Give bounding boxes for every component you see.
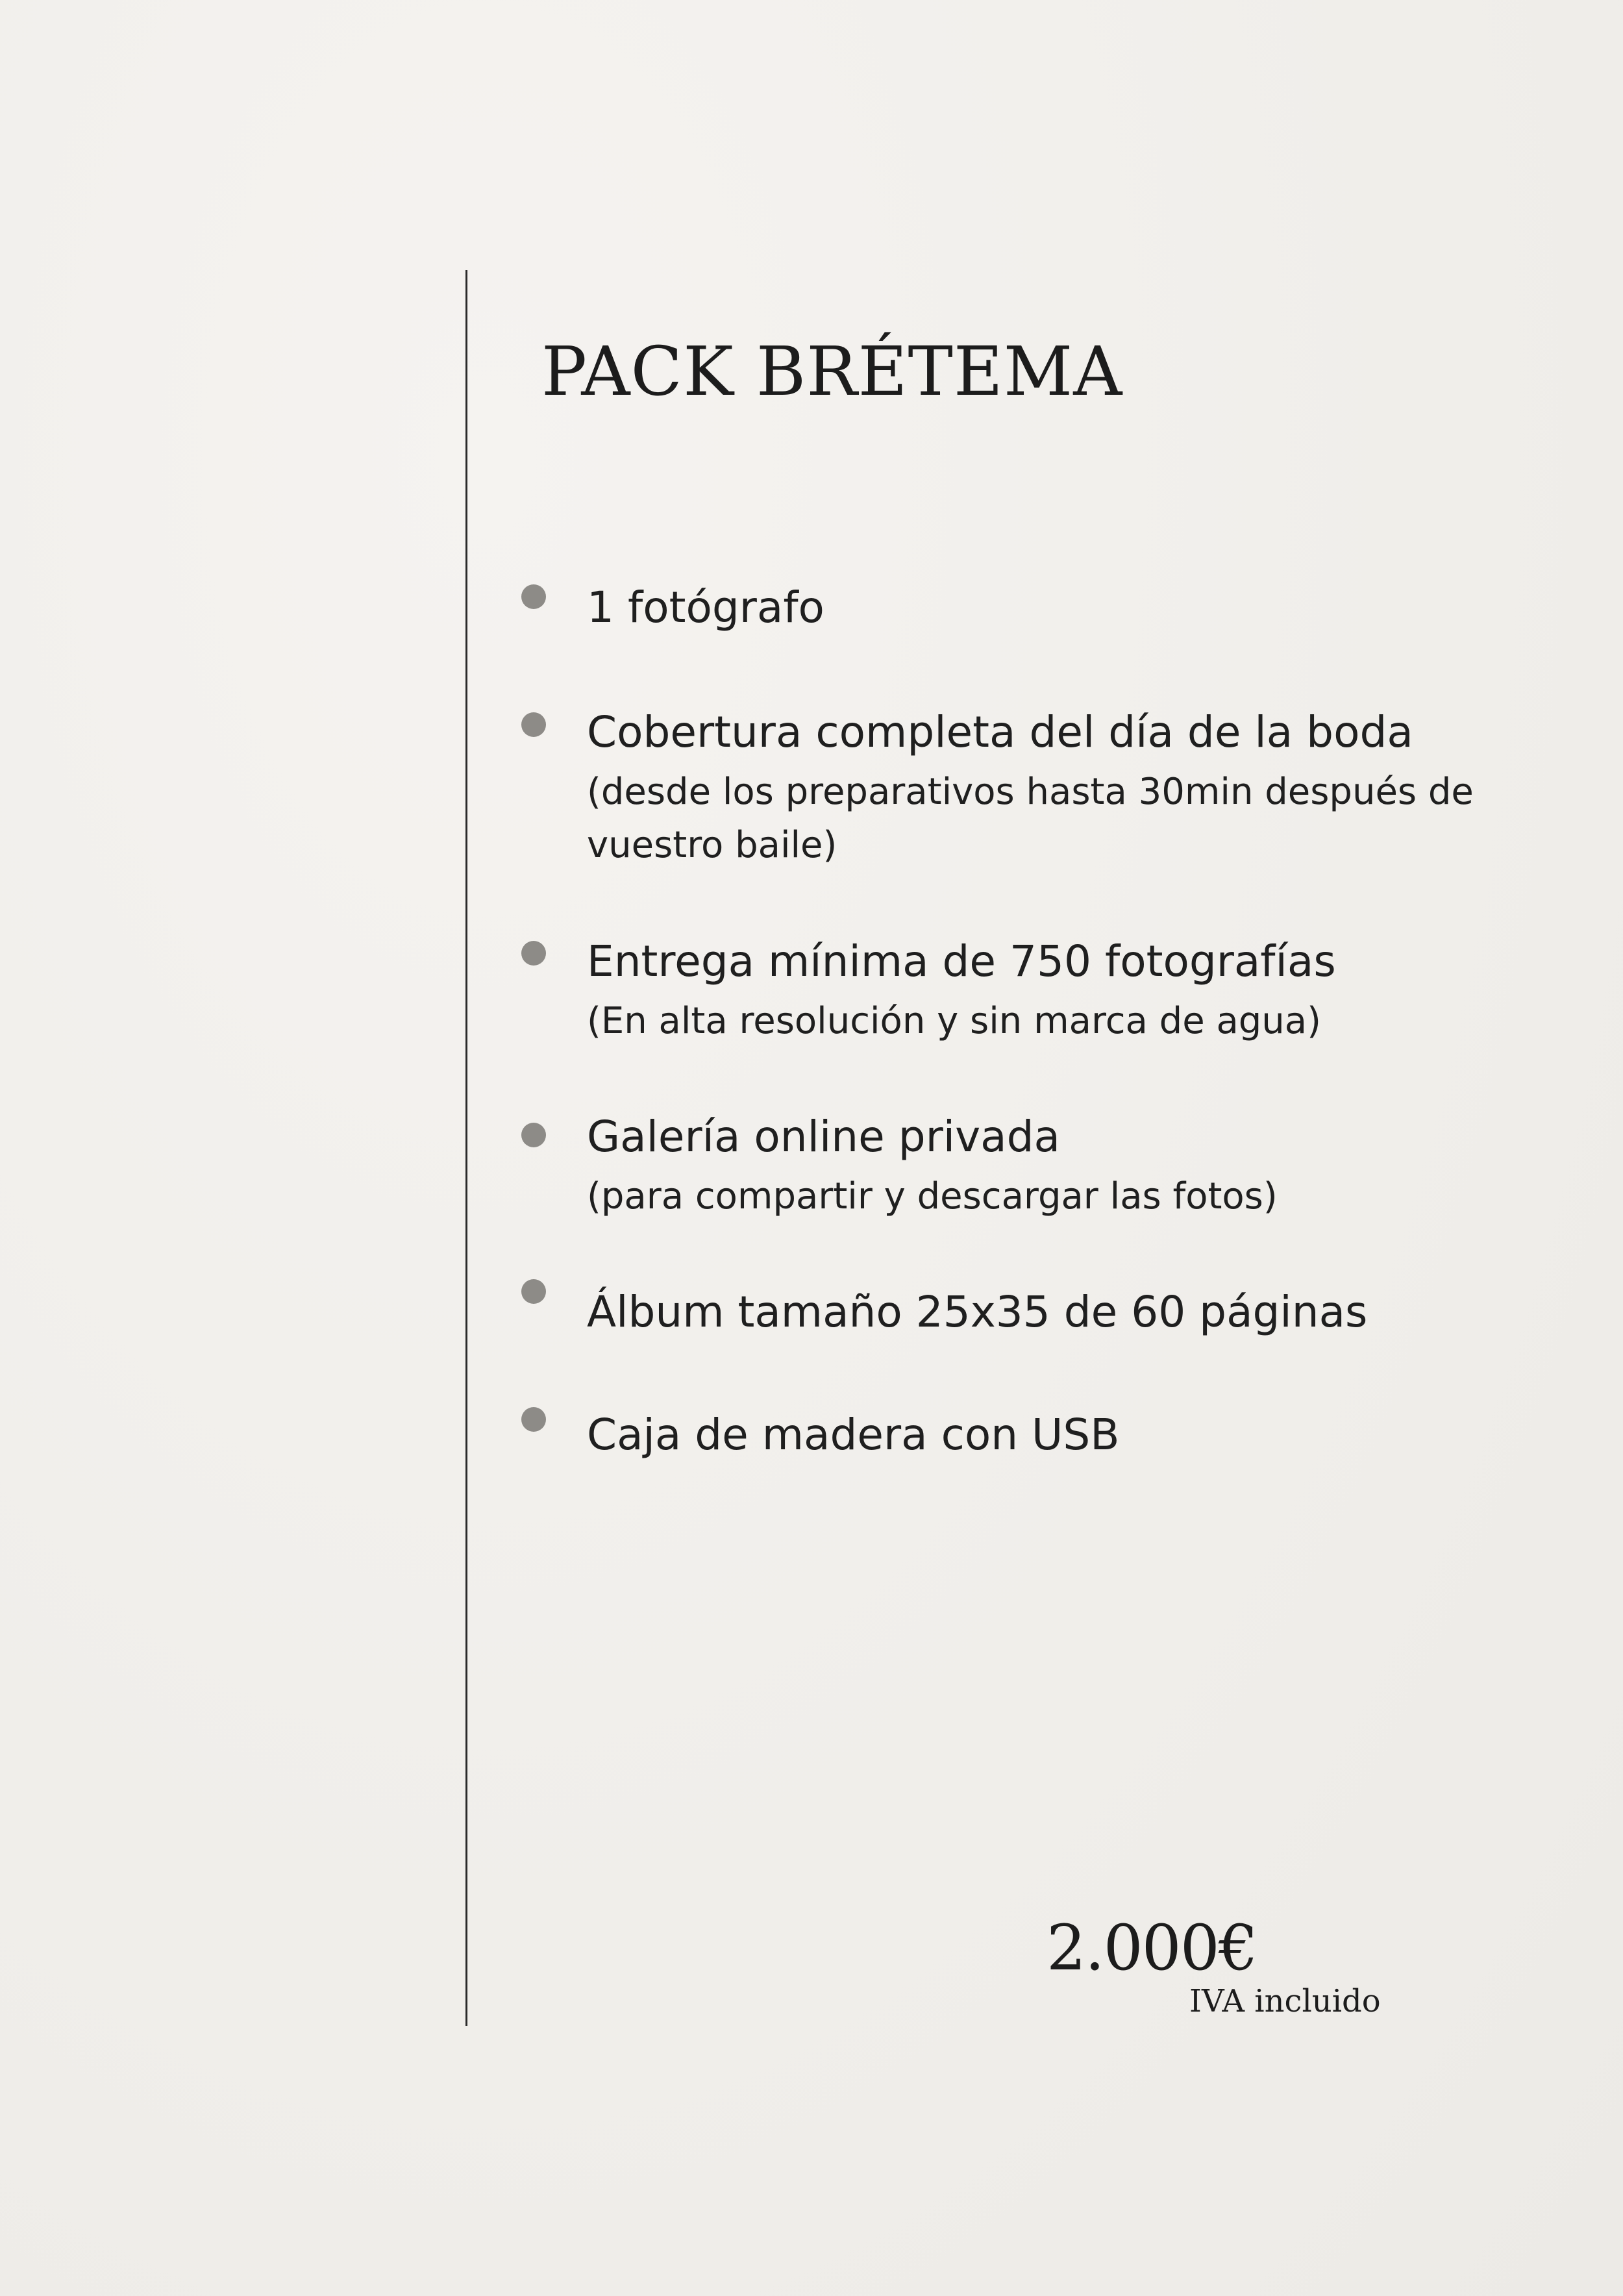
feature-title: Caja de madera con USB (587, 1410, 1120, 1460)
feature-note: (desde los preparativos hasta 30min después de vuestro baile) (587, 771, 1474, 866)
bullet-icon (521, 941, 546, 966)
price-tax-note: IVA incluido (1189, 1983, 1381, 2019)
page-title: PACK BRÉTEMA (541, 332, 1123, 411)
bullet-icon (521, 584, 546, 609)
feature-title: Cobertura completa del día de la boda (587, 707, 1413, 757)
feature-title: Galería online privada (587, 1112, 1060, 1162)
feature-note: (En alta resolución y sin marca de agua) (587, 1000, 1321, 1042)
feature-note: (para compartir y descargar las fotos) (587, 1175, 1278, 1217)
bullet-icon (521, 1407, 546, 1432)
bullet-icon (521, 1279, 546, 1304)
price-amount: 2.000€ (1047, 1912, 1257, 1984)
feature-title: Entrega mínima de 750 fotografías (587, 936, 1336, 986)
feature-title: Álbum tamaño 25x35 de 60 páginas (587, 1287, 1368, 1337)
bullet-icon (521, 1123, 546, 1147)
feature-title: 1 fotógrafo (587, 582, 824, 632)
bullet-icon (521, 712, 546, 737)
